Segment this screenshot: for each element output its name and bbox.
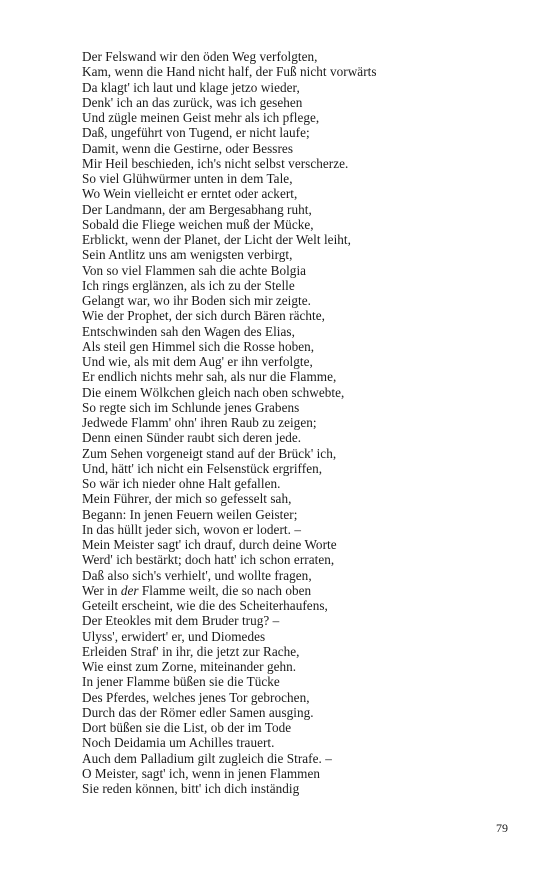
poem-line: Des Pferdes, welches jenes Tor gebrochen,	[82, 689, 310, 705]
poem-line: Wo Wein vielleicht er erntet oder ackert,	[82, 186, 298, 202]
poem-line	[82, 583, 522, 598]
poem-line: Werd' ich bestärkt; doch hatt' ich schon erraten,	[82, 552, 335, 568]
poem-line: Der Landmann, der am Bergesabhang ruht,	[82, 201, 312, 217]
poem-line: Von so viel Flammen sah die achte Bolgia	[82, 262, 307, 278]
poem-line: Entschwinden sah den Wagen des Elias,	[82, 323, 295, 339]
poem-line: O Meister, sagt' ich, wenn in jenen Flammen	[82, 765, 321, 781]
poem-line: Und zügle meinen Geist mehr als ich pflege,	[82, 110, 320, 125]
poem-line: Erblickt, wenn der Planet, der Licht der Welt leiht,	[82, 232, 351, 247]
poem-line-text: Wer in	[82, 582, 121, 598]
poem-line: Ulyss', erwidert' er, und Diomedes	[82, 628, 266, 644]
poem-line: Gelangt war, wo ihr Boden sich mir zeigte.	[82, 293, 311, 308]
poem-line: Dort büßen sie die List, ob der im Tode	[82, 720, 292, 735]
poem-line: Denn einen Sünder raubt sich deren jede.	[82, 430, 302, 446]
poem-text	[82, 49, 522, 796]
poem-line: Jedwede Flamm' ohn' ihren Raub zu zeigen;	[82, 415, 317, 430]
poem-line: In das hüllt jeder sich, wovon er lodert. –	[82, 521, 301, 537]
poem-line: Begann: In jenen Feuern weilen Geister;	[82, 506, 298, 522]
page-number: 79	[496, 821, 508, 835]
poem-line: Er endlich nichts mehr sah, als nur die Flamme,	[82, 369, 337, 385]
poem-line: Durch das der Römer edler Samen ausging.	[82, 704, 314, 720]
poem-line: Wie der Prophet, der sich durch Bären rächte,	[82, 308, 326, 324]
poem-line: So viel Glühwürmer unten in dem Tale,	[82, 171, 293, 186]
poem-line: Da klagt' ich laut und klage jetzo wieder,	[82, 79, 300, 95]
poem-line: So wär ich nieder ohne Halt gefallen.	[82, 476, 281, 491]
poem-line: Der Eteokles mit dem Bruder trug? –	[82, 613, 280, 629]
poem-line: Auch dem Palladium gilt zugleich die Strafe. –	[82, 750, 332, 766]
poem-line: Als steil gen Himmel sich die Rosse hoben,	[82, 338, 315, 354]
poem-line: Mein Meister sagt' ich drauf, durch deine Worte	[82, 537, 337, 552]
poem-line: Die einem Wölkchen gleich nach oben schwebte,	[82, 384, 345, 400]
poem-line: Geteilt erscheint, wie die des Scheiterhaufens,	[82, 598, 328, 613]
poem-line: Zum Sehen vorgeneigt stand auf der Brück' ich,	[82, 445, 337, 461]
poem-line: Sobald die Fliege weichen muß der Mücke,	[82, 216, 314, 232]
poem-line: Und, hätt' ich nicht ein Felsenstück ergriffen,	[82, 460, 323, 476]
poem-line: So regte sich im Schlunde jenes Grabens	[82, 399, 300, 415]
poem-line: Ich rings erglänzen, als ich zu der Stelle	[82, 277, 295, 293]
poem-line: Und wie, als mit dem Aug' er ihn verfolgte,	[82, 354, 313, 369]
poem-line: Damit, wenn die Gestirne, oder Bessres	[82, 140, 294, 156]
poem-line: In jener Flamme büßen sie die Tücke	[82, 674, 280, 690]
poem-line: Kam, wenn die Hand nicht half, der Fuß nicht vorwärts	[82, 64, 377, 80]
poem-line: Daß, ungeführt von Tugend, er nicht laufe;	[82, 125, 310, 141]
poem-line: Wie einst zum Zorne, miteinander gehn.	[82, 659, 297, 674]
poem-line-text: Flamme weilt, die so nach oben	[138, 582, 312, 598]
poem-line: Noch Deidamia um Achilles trauert.	[82, 735, 275, 751]
poem-line: Denk' ich an das zurück, was ich gesehen	[82, 94, 303, 110]
poem-line: Mein Führer, der mich so gefesselt sah,	[82, 491, 292, 507]
poem-line: Erleiden Straf' in ihr, die jetzt zur Rache,	[82, 643, 300, 659]
poem-line-emphasis: der	[120, 582, 139, 598]
poem-line: Daß also sich's verhielt', und wollte fragen,	[82, 567, 312, 583]
poem-line: Der Felswand wir den öden Weg verfolgten,	[82, 49, 318, 64]
poem-line: Sie reden können, bitt' ich dich inständig	[82, 781, 300, 796]
poem-line: Mir Heil beschieden, ich's nicht selbst verscherze.	[82, 155, 349, 171]
poem-line: Sein Antlitz uns am wenigsten verbirgt,	[82, 247, 293, 263]
